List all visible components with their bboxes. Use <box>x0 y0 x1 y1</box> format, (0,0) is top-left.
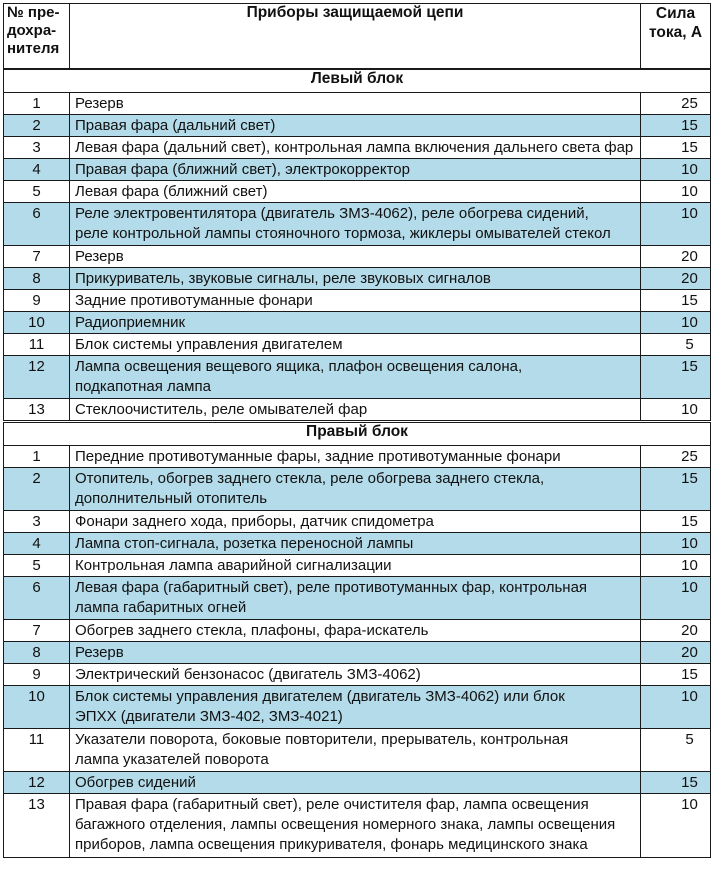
current-cell: 10 <box>641 159 711 181</box>
section-header <box>4 422 711 446</box>
table-row <box>4 137 711 159</box>
devices-cell: Контрольная лампа аварийной сигнализации <box>70 555 641 577</box>
table-row <box>4 115 711 137</box>
table-row <box>4 468 711 511</box>
table-row <box>4 664 711 686</box>
devices-cell: Прикуриватель, звуковые сигналы, реле звуковых сигналов <box>70 268 641 290</box>
header-fuse-number: № пре- дохра- нителя <box>4 4 70 70</box>
fuse-number-cell: 5 <box>4 181 70 203</box>
fuse-number-cell: 10 <box>4 312 70 334</box>
fuse-number-cell: 12 <box>4 356 70 399</box>
current-cell: 20 <box>641 268 711 290</box>
current-cell: 10 <box>641 399 711 422</box>
table-row <box>4 794 711 858</box>
header-current-rating: Сила тока, А <box>641 4 711 70</box>
current-cell: 15 <box>641 511 711 533</box>
fuse-number-cell: 11 <box>4 334 70 356</box>
current-cell: 10 <box>641 577 711 620</box>
table-row <box>4 446 711 468</box>
current-cell: 10 <box>641 555 711 577</box>
current-cell: 10 <box>641 794 711 858</box>
fuse-number-cell: 2 <box>4 468 70 511</box>
table-row <box>4 93 711 115</box>
table-row <box>4 246 711 268</box>
current-cell: 15 <box>641 115 711 137</box>
fuse-number-cell: 3 <box>4 511 70 533</box>
fuse-number-cell: 3 <box>4 137 70 159</box>
devices-cell: Обогрев заднего стекла, плафоны, фара-искатель <box>70 620 641 642</box>
table-row <box>4 729 711 772</box>
devices-cell: Задние противотуманные фонари <box>70 290 641 312</box>
current-cell: 10 <box>641 203 711 246</box>
table-row <box>4 399 711 422</box>
table-row <box>4 772 711 794</box>
fuse-number-cell: 13 <box>4 399 70 422</box>
fuse-number-cell: 11 <box>4 729 70 772</box>
devices-cell: Стеклоочиститель, реле омывателей фар <box>70 399 641 422</box>
table-row <box>4 511 711 533</box>
devices-cell: Передние противотуманные фары, задние противотуманные фонари <box>70 446 641 468</box>
table-row <box>4 620 711 642</box>
devices-cell: Электрический бензонасос (двигатель ЗМЗ-4062) <box>70 664 641 686</box>
header-protected-devices: Приборы защищаемой цепи <box>70 4 641 70</box>
table-header-row <box>4 4 711 70</box>
current-cell: 25 <box>641 446 711 468</box>
fuse-number-cell: 8 <box>4 642 70 664</box>
table-row <box>4 203 711 246</box>
section-title: Правый блок <box>4 422 711 446</box>
devices-cell: Реле электровентилятора (двигатель ЗМЗ-4062), реле обогрева сидений, реле контрольной лампы стояночного тормоза, жиклеры омывателей стекол <box>70 203 641 246</box>
devices-cell: Фонари заднего хода, приборы, датчик спидометра <box>70 511 641 533</box>
devices-cell: Левая фара (габаритный свет), реле противотуманных фар, контрольная лампа габаритных огней <box>70 577 641 620</box>
devices-cell: Радиоприемник <box>70 312 641 334</box>
current-cell: 25 <box>641 93 711 115</box>
current-cell: 10 <box>641 312 711 334</box>
fuse-number-cell: 6 <box>4 203 70 246</box>
table-row <box>4 181 711 203</box>
fuse-number-cell: 4 <box>4 533 70 555</box>
fuse-number-cell: 5 <box>4 555 70 577</box>
fuse-number-cell: 12 <box>4 772 70 794</box>
devices-cell: Лампа стоп-сигнала, розетка переносной лампы <box>70 533 641 555</box>
current-cell: 5 <box>641 334 711 356</box>
current-cell: 15 <box>641 772 711 794</box>
current-cell: 20 <box>641 620 711 642</box>
current-cell: 15 <box>641 356 711 399</box>
current-cell: 20 <box>641 246 711 268</box>
table-row <box>4 290 711 312</box>
table-row <box>4 555 711 577</box>
devices-cell: Правая фара (ближний свет), электрокорректор <box>70 159 641 181</box>
devices-cell: Резерв <box>70 246 641 268</box>
devices-cell: Блок системы управления двигателем (двигатель ЗМЗ-4062) или блок ЭПХХ (двигатели ЗМЗ-402, ЗМЗ-4021) <box>70 686 641 729</box>
devices-cell: Отопитель, обогрев заднего стекла, реле обогрева заднего стекла, дополнительный отопитель <box>70 468 641 511</box>
table-row <box>4 334 711 356</box>
current-cell: 20 <box>641 642 711 664</box>
fuse-table-body <box>4 69 711 858</box>
devices-cell: Обогрев сидений <box>70 772 641 794</box>
devices-cell: Правая фара (дальний свет) <box>70 115 641 137</box>
table-row <box>4 268 711 290</box>
fuse-number-cell: 1 <box>4 446 70 468</box>
fuse-number-cell: 1 <box>4 93 70 115</box>
devices-cell: Левая фара (дальний свет), контрольная лампа включения дальнего света фар <box>70 137 641 159</box>
current-cell: 10 <box>641 686 711 729</box>
fuse-number-cell: 9 <box>4 664 70 686</box>
fuse-number-cell: 8 <box>4 268 70 290</box>
current-cell: 10 <box>641 533 711 555</box>
fuse-table <box>3 3 711 858</box>
fuse-number-cell: 7 <box>4 246 70 268</box>
table-row <box>4 642 711 664</box>
current-cell: 15 <box>641 468 711 511</box>
devices-cell: Блок системы управления двигателем <box>70 334 641 356</box>
table-row <box>4 356 711 399</box>
fuse-number-cell: 2 <box>4 115 70 137</box>
table-row <box>4 686 711 729</box>
table-row <box>4 533 711 555</box>
fuse-number-cell: 7 <box>4 620 70 642</box>
current-cell: 15 <box>641 137 711 159</box>
devices-cell: Левая фара (ближний свет) <box>70 181 641 203</box>
table-row <box>4 577 711 620</box>
devices-cell: Правая фара (габаритный свет), реле очистителя фар, лампа освещения багажного отделения, лампы освещения номерного знака, лампы освещения приборов, лампа освещения прикуривателя, фонарь медицинского знака <box>70 794 641 858</box>
section-title: Левый блок <box>4 69 711 93</box>
fuse-number-cell: 10 <box>4 686 70 729</box>
fuse-number-cell: 6 <box>4 577 70 620</box>
fuse-number-cell: 13 <box>4 794 70 858</box>
fuse-number-cell: 9 <box>4 290 70 312</box>
current-cell: 10 <box>641 181 711 203</box>
devices-cell: Резерв <box>70 93 641 115</box>
fuse-number-cell: 4 <box>4 159 70 181</box>
current-cell: 5 <box>641 729 711 772</box>
current-cell: 15 <box>641 290 711 312</box>
table-row <box>4 312 711 334</box>
devices-cell: Указатели поворота, боковые повторители, прерыватель, контрольная лампа указателей поворота <box>70 729 641 772</box>
table-row <box>4 159 711 181</box>
devices-cell: Резерв <box>70 642 641 664</box>
devices-cell: Лампа освещения вещевого ящика, плафон освещения салона, подкапотная лампа <box>70 356 641 399</box>
section-header <box>4 69 711 93</box>
current-cell: 15 <box>641 664 711 686</box>
